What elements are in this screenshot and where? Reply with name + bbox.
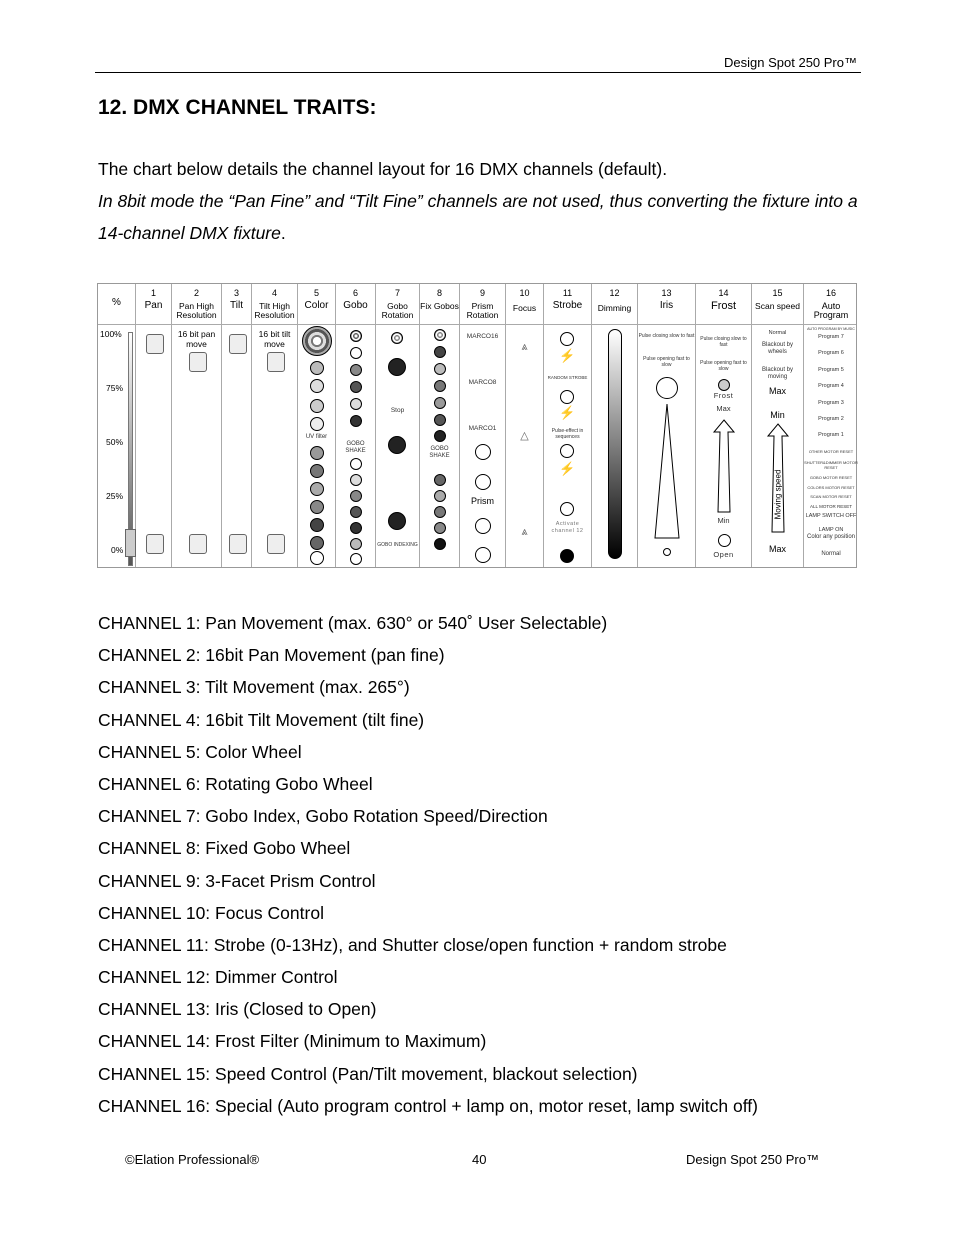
c16-program-5: Program 5 (818, 367, 844, 373)
col-name: Gobo Rotation (381, 301, 414, 320)
c14-frost: Frost (713, 391, 734, 400)
prism-icon (475, 444, 491, 460)
c16-normal: Normal (821, 551, 841, 557)
c4-text: 16 bit tilt move (258, 329, 291, 349)
col-name: Fix Gobos (420, 301, 459, 311)
chart-col-5 (298, 284, 336, 567)
fixed-gobo-icon (434, 522, 446, 534)
c16-lamp-off: LAMP SWITCH OFF (805, 513, 857, 519)
chart-col-7 (376, 284, 420, 567)
gobo-icon (350, 538, 362, 550)
focus-far-icon: ⩓ (521, 526, 528, 538)
channel-item: CHANNEL 15: Speed Control (Pan/Tilt movement, blackout selection) (98, 1063, 638, 1084)
c7-stop: Stop (390, 407, 405, 414)
pct-100: 100% (100, 329, 122, 339)
col-num: 3 (233, 288, 239, 298)
c14-pulse-open: Pulse opening fast to slow (700, 360, 747, 372)
fixed-gobo-icon (434, 538, 446, 550)
rotation-icon (391, 332, 403, 344)
chart-col-13 (638, 284, 696, 567)
chart-col-11 (544, 284, 592, 567)
prism-icon (475, 547, 491, 563)
col-num: 16 (825, 288, 836, 298)
pct-0: 0% (111, 545, 124, 555)
c15-max-bottom: Max (768, 544, 786, 554)
c16-colors-reset: COLORS MOTOR RESET (807, 485, 855, 490)
moving-head-icon (229, 334, 247, 354)
c15-moving-speed: Moving speed (773, 469, 783, 520)
gobo-icon (350, 490, 362, 502)
col-num: 12 (609, 288, 620, 298)
header-rule (95, 72, 861, 73)
channel-item: CHANNEL 7: Gobo Index, Gobo Rotation Speed/Direction (98, 806, 548, 827)
color-dot-icon (310, 464, 324, 478)
focus-near-icon: ⩓ (521, 341, 528, 353)
c15-max-top: Max (768, 386, 786, 396)
gobo-icon (350, 381, 362, 393)
fixed-gobo-icon (434, 506, 446, 518)
channel-item: CHANNEL 1: Pan Movement (max. 630° or 540˚ User Selectable) (98, 613, 608, 633)
strobe-bolt-icon: ⚡ (559, 461, 576, 476)
col-num: 10 (519, 288, 530, 298)
col-num: 9 (479, 288, 485, 298)
col-name: Prism Rotation (466, 301, 499, 320)
chart-col-12 (592, 284, 638, 567)
iris-open-icon (656, 377, 678, 399)
pct-50: 50% (106, 437, 124, 447)
moving-head-icon (189, 534, 207, 554)
shutter-icon (560, 502, 574, 516)
percent-header: % (112, 297, 121, 308)
focus-mid-icon: △ (520, 430, 529, 442)
col-name: Pan (144, 300, 163, 311)
c14-pulse-close: Pulse closing slow to fast (700, 336, 747, 348)
chart-col-9 (460, 284, 506, 567)
c9-macro1: MARCO1 (468, 425, 497, 432)
color-dot-icon (310, 446, 324, 460)
col-name: Auto Program (813, 301, 849, 320)
prism-icon (475, 474, 491, 490)
shutter-icon (560, 444, 574, 458)
header-title: Design Spot 250 Pro™ (724, 55, 857, 70)
col-num: 11 (562, 288, 573, 298)
rotation-icon (388, 436, 406, 454)
c16-program-7: Program 7 (818, 334, 844, 340)
moving-head-icon (146, 534, 164, 554)
channel-item: CHANNEL 9: 3-Facet Prism Control (98, 870, 376, 891)
col-num: 1 (150, 288, 156, 298)
fixed-gobo-icon (434, 397, 446, 409)
fader-knob (125, 529, 136, 557)
col-num: 15 (772, 288, 783, 298)
fixed-gobo-icon (434, 346, 446, 358)
gobo-icon (350, 415, 362, 427)
c6-shake: GOBO SHAKE (345, 441, 366, 454)
moving-head-icon (146, 334, 164, 354)
c15-normal: Normal (768, 330, 787, 336)
shutter-closed-icon (560, 549, 574, 563)
gobo-icon (350, 553, 362, 565)
prism-icon (475, 518, 491, 534)
gobo-icon (350, 474, 362, 486)
moving-head-icon (267, 534, 285, 554)
color-dot-icon (310, 379, 324, 393)
rotation-icon (388, 512, 406, 530)
col-num: 7 (394, 288, 400, 298)
iris-closed-icon (663, 548, 671, 556)
channel-item: CHANNEL 2: 16bit Pan Movement (pan fine) (98, 645, 445, 666)
chart-col-8 (420, 284, 460, 567)
intro-paragraph (98, 153, 868, 249)
channel-item: CHANNEL 5: Color Wheel (98, 741, 302, 762)
color-dot-icon (310, 482, 324, 496)
color-wheel-icon (302, 326, 332, 356)
c14-max: Max (716, 404, 731, 413)
c5-uv: UV filter (305, 434, 328, 440)
iris-arrow-icon (653, 402, 681, 540)
col-name: Dimming (597, 303, 632, 313)
color-dot-icon (310, 417, 324, 431)
c15-blackout-wheels: Blackout by wheels (761, 342, 794, 355)
strobe-bolt-icon: ⚡ (559, 348, 576, 363)
fixed-gobo-icon (434, 380, 446, 392)
fixed-gobo-icon (434, 430, 446, 442)
chart-col-1 (136, 284, 172, 567)
gobo-icon (350, 522, 362, 534)
col-name: Gobo (343, 300, 368, 311)
c2-text: 16 bit pan move (177, 329, 216, 349)
c16-all-reset: ALL MOTOR RESET (809, 504, 852, 509)
col-name: Focus (512, 303, 537, 313)
channel-item: CHANNEL 12: Dimmer Control (98, 967, 338, 988)
c8-shake: GOBO SHAKE (429, 446, 450, 459)
col-num: 2 (193, 288, 199, 298)
gobo-icon (350, 398, 362, 410)
c9-macro8: MARCO8 (468, 379, 497, 386)
c16-gobo-reset: GOBO MOTOR RESET (809, 475, 853, 480)
c16-program-4: Program 4 (818, 383, 844, 389)
c16-program-3: Program 3 (818, 400, 844, 406)
col-name: Scan speed (755, 301, 800, 311)
gobo-icon (350, 330, 362, 342)
moving-head-icon (267, 352, 285, 372)
c16-shutter-reset: SHUTTER&DIMMER MOTOR RESET (804, 460, 858, 470)
c14-open: Open (713, 550, 734, 559)
color-dot-icon (310, 361, 324, 375)
c9-macro16: MARCO16 (466, 333, 499, 340)
channel-item: CHANNEL 11: Strobe (0-13Hz), and Shutter close/open function + random strobe (98, 934, 727, 955)
fixed-gobo-icon (434, 329, 446, 341)
fixed-gobo-icon (434, 414, 446, 426)
c9-prism: Prism (471, 496, 494, 506)
c13-pulse-open: Pulse opening fast to slow (643, 356, 690, 368)
footer-right: Design Spot 250 Pro™ (686, 1152, 819, 1167)
col-name: Tilt (230, 300, 243, 311)
fixed-gobo-icon (434, 490, 446, 502)
gobo-icon (350, 364, 362, 376)
chart-col-2 (172, 284, 222, 567)
moving-head-icon (189, 352, 207, 372)
gobo-icon (350, 506, 362, 518)
col-name: Tilt High Resolution (254, 301, 295, 320)
chart-col-10 (506, 284, 544, 567)
col-name: Strobe (552, 300, 583, 311)
color-dot-icon (310, 500, 324, 514)
chart-col-16 (804, 284, 858, 567)
c14-min: Min (717, 516, 730, 525)
footer-page-number: 40 (472, 1152, 487, 1167)
fixed-gobo-icon (434, 474, 446, 486)
shutter-icon (560, 390, 574, 404)
fixed-gobo-icon (434, 363, 446, 375)
c16-lamp-on: LAMP ON (818, 527, 844, 533)
c13-pulse-close: Pulse closing slow to fast (638, 333, 695, 339)
section-heading: 12. DMX CHANNEL TRAITS: (98, 96, 377, 119)
channel-item: CHANNEL 6: Rotating Gobo Wheel (98, 773, 373, 794)
c11-pulse: Pulse-effect in sequences (551, 428, 584, 440)
col-num: 6 (352, 288, 358, 298)
col-name: Color (304, 300, 329, 311)
channel-item: CHANNEL 13: Iris (Closed to Open) (98, 999, 377, 1020)
channel-item: CHANNEL 10: Focus Control (98, 902, 324, 923)
channel-list (98, 607, 758, 1122)
channel-item: CHANNEL 4: 16bit Tilt Movement (tilt fine) (98, 709, 425, 730)
c16-program-6: Program 6 (818, 350, 844, 356)
chart-col-14 (696, 284, 752, 567)
c15-min: Min (770, 410, 785, 420)
color-dot-icon (310, 518, 324, 532)
col-num: 4 (271, 288, 277, 298)
color-dot-icon (310, 551, 324, 565)
c16-program-1: Program 1 (818, 432, 844, 438)
intro-normal: The chart below details the channel layout for 16 DMX channels (default). (98, 159, 668, 179)
c15-blackout-moving: Blackout by moving (761, 367, 794, 380)
color-dot-icon (310, 536, 324, 550)
intro-italic: In 8bit mode the “Pan Fine” and “Tilt Fine” channels are not used, thus converting the fixture into a 14-channel DMX fixture (98, 191, 858, 243)
footer-left: ©Elation Professional® (125, 1152, 260, 1167)
dimmer-gradient-bar (608, 329, 622, 559)
chart-col-15 (752, 284, 804, 567)
shutter-icon (560, 332, 574, 346)
chart-col-percent (98, 284, 136, 567)
c11-activate: Activate channel 12 (551, 521, 584, 534)
pct-75: 75% (106, 383, 124, 393)
col-name: Frost (710, 300, 737, 312)
channel-item: CHANNEL 16: Special (Auto program control + lamp on, motor reset, lamp switch off) (98, 1095, 758, 1116)
col-num: 8 (436, 288, 442, 298)
strobe-bolt-icon: ⚡ (559, 405, 576, 420)
c16-program-2: Program 2 (818, 416, 844, 422)
col-name: Iris (659, 300, 674, 311)
channel-item: CHANNEL 8: Fixed Gobo Wheel (98, 838, 351, 859)
channel-item: CHANNEL 14: Frost Filter (Minimum to Maximum) (98, 1031, 487, 1052)
chart-col-6 (336, 284, 376, 567)
moving-head-icon (229, 534, 247, 554)
pct-25: 25% (106, 491, 124, 501)
rotation-icon (388, 358, 406, 376)
gobo-icon (350, 458, 362, 470)
frost-open-icon (718, 534, 731, 547)
frost-arrow-icon (712, 418, 736, 514)
c16-auto-music: AUTO PROGRAM BY MUSIC (807, 327, 855, 331)
c16-other-reset: OTHER MOTOR RESET (808, 449, 854, 454)
gobo-icon (350, 347, 362, 359)
col-num: 14 (718, 288, 729, 298)
c16-color-any: Color any position (806, 534, 856, 540)
dmx-chart (97, 283, 857, 568)
col-num: 13 (661, 288, 672, 298)
color-dot-icon (310, 399, 324, 413)
c11-random: RANDOM STROBE (547, 375, 588, 380)
col-name: Pan High Resolution (176, 301, 217, 320)
chart-col-3 (222, 284, 252, 567)
intro-period: . (280, 223, 286, 243)
c16-scan-reset: SCAN MOTOR RESET (810, 494, 852, 499)
col-num: 5 (313, 288, 319, 298)
frost-icon (718, 379, 730, 391)
c7-index: GOBO INDEXING (377, 542, 418, 548)
channel-item: CHANNEL 3: Tilt Movement (max. 265°) (98, 677, 410, 698)
chart-col-4 (252, 284, 298, 567)
